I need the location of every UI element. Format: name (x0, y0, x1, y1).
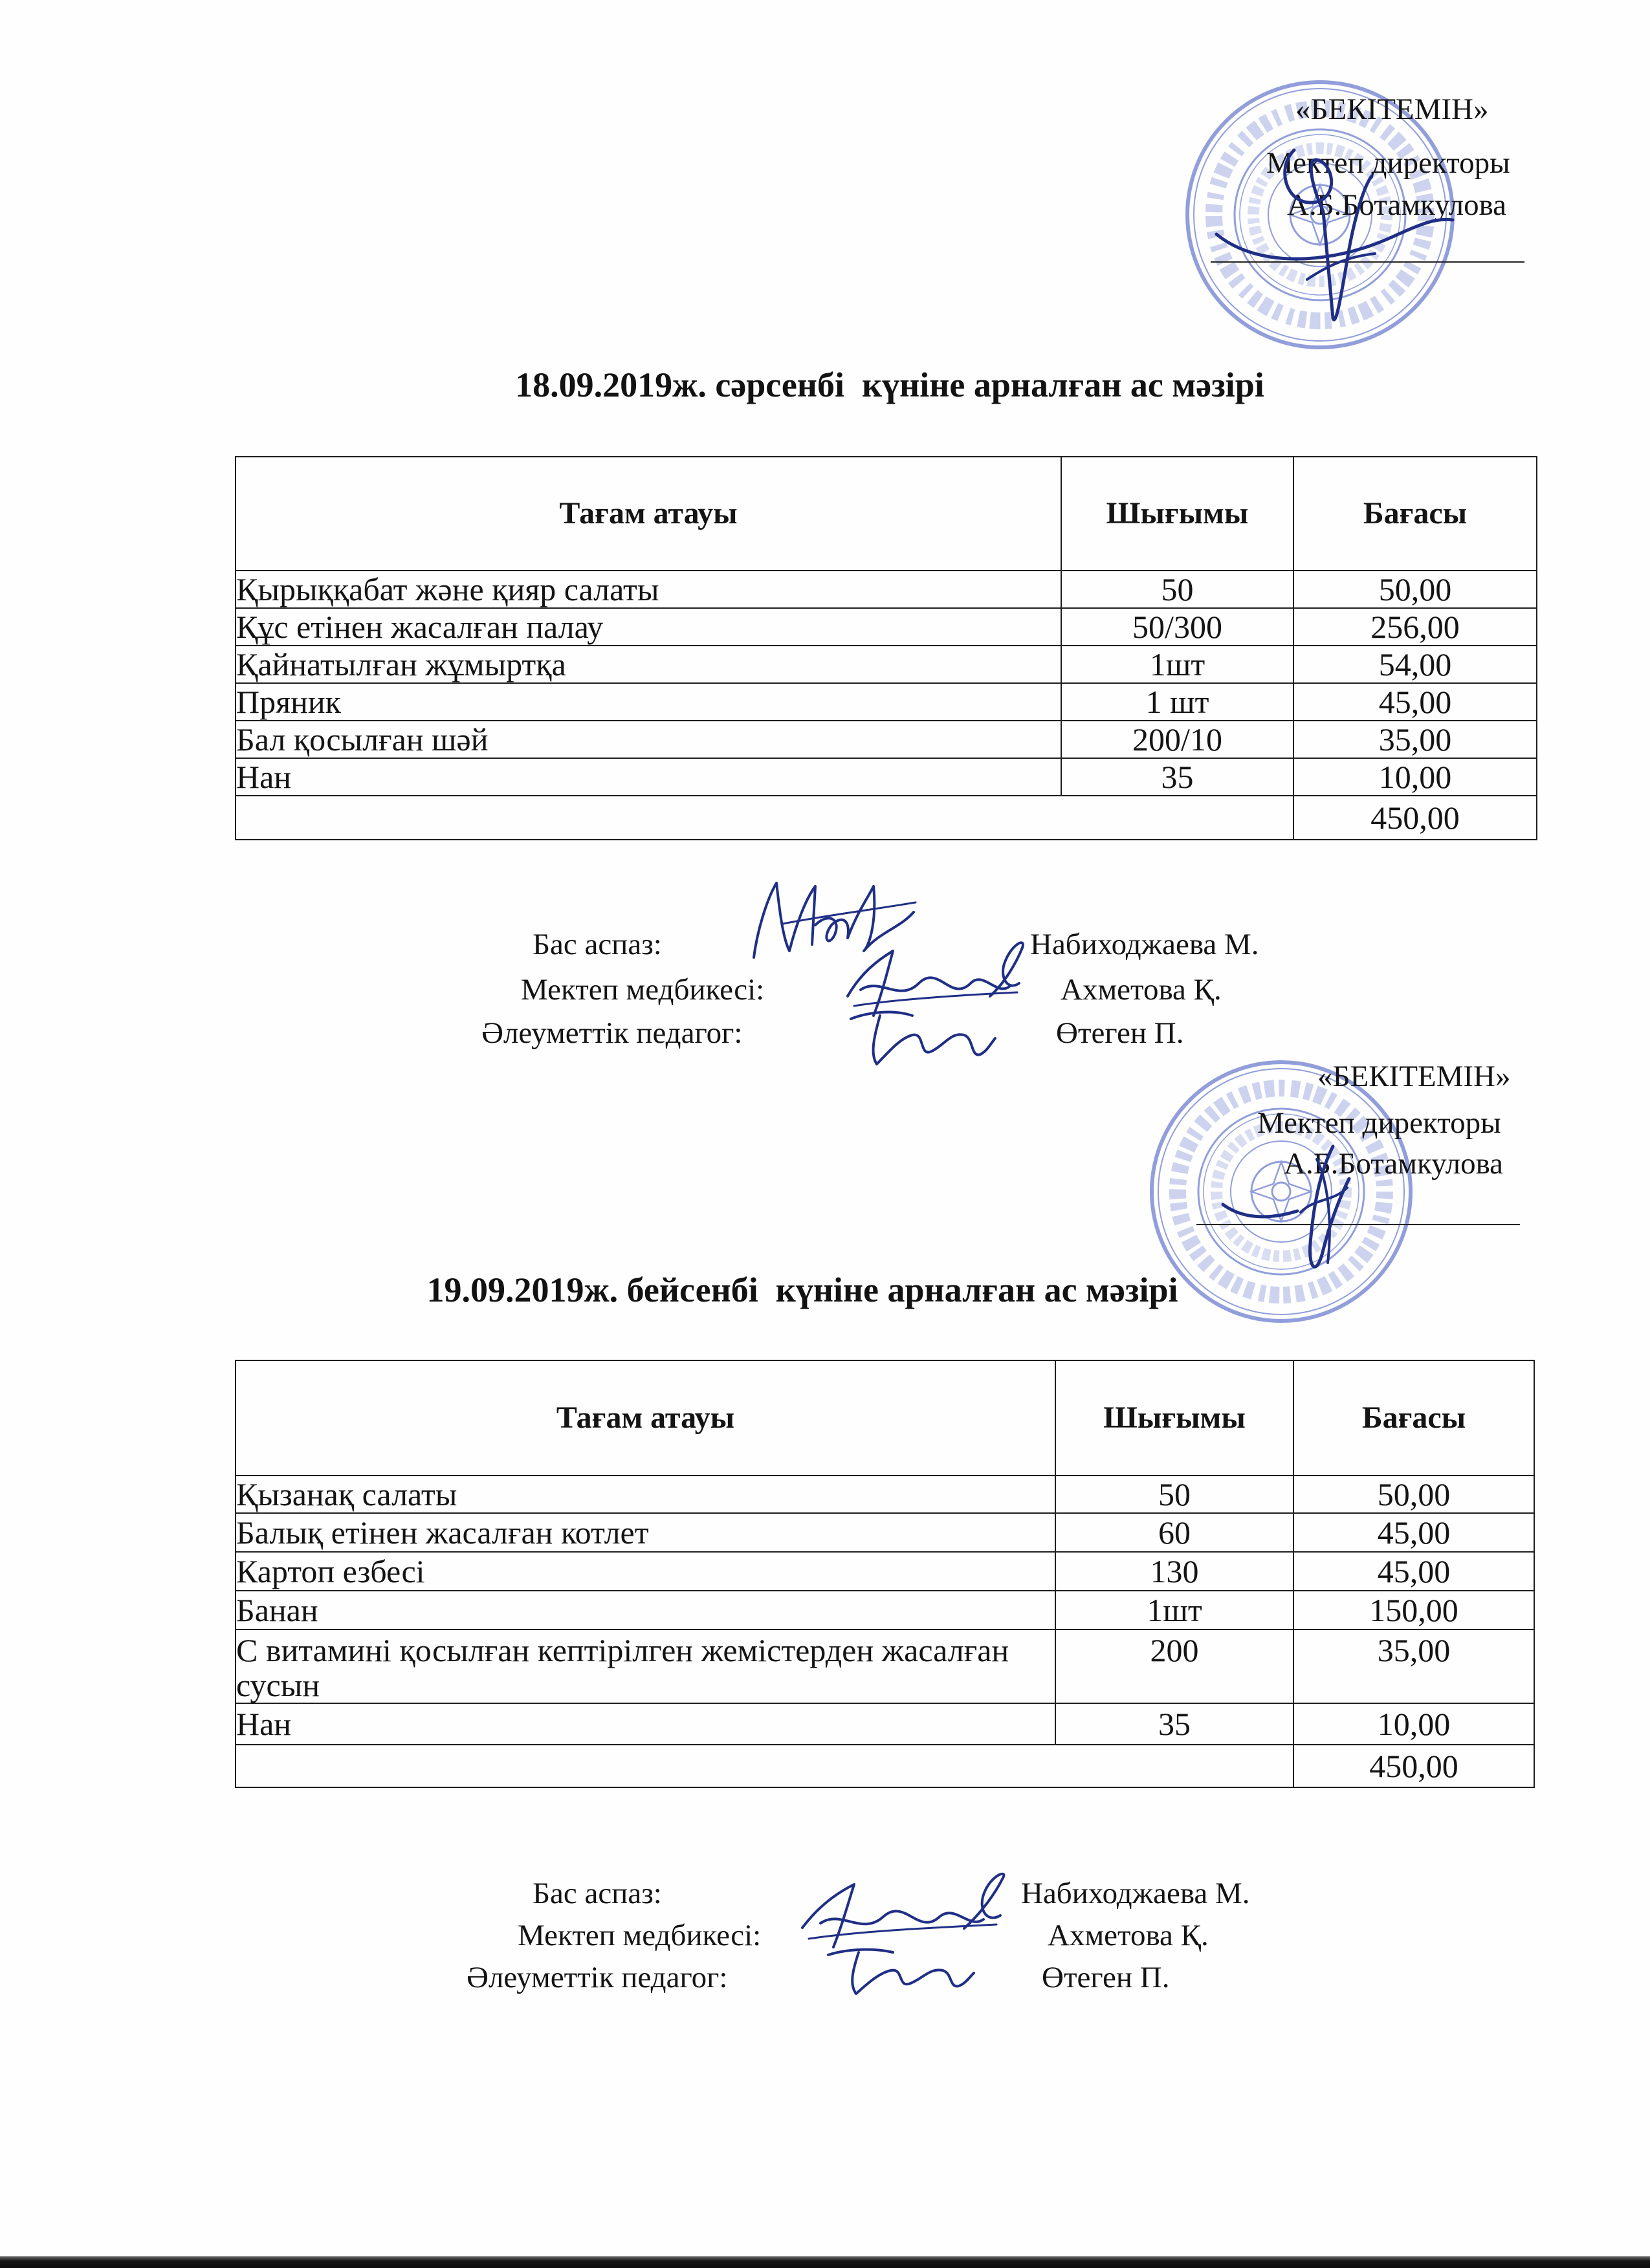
dish-name: Бал қосылған шәй (236, 721, 1061, 758)
social-pedagogue-role-label: Әлеуметтік педагог: (481, 1016, 743, 1050)
dish-price: 45,00 (1293, 1552, 1534, 1591)
total-price: 450,00 (1293, 796, 1537, 840)
table-row (236, 1703, 1534, 1745)
dish-name: Құс етінен жасалған палау (236, 608, 1061, 646)
table-row (236, 721, 1537, 758)
table-row (236, 1552, 1534, 1591)
chef-role-label: Бас аспаз: (533, 928, 662, 961)
dish-price: 54,00 (1293, 646, 1537, 683)
column-header-dish: Тағам атауы (236, 457, 1061, 571)
dish-name: С витамині қосылған кептірілген жемістерден жасалған сусын (236, 1630, 1055, 1703)
nurse-role-label: Мектеп медбикесі: (518, 1919, 762, 1952)
table-header-row (236, 1360, 1534, 1476)
total-row (236, 796, 1537, 840)
total-blank-cell (236, 796, 1293, 840)
dish-name: Қызанақ салаты (236, 1476, 1055, 1513)
chef-name: Набиходжаева М. (1030, 928, 1259, 961)
chef-name: Набиходжаева М. (1021, 1877, 1250, 1910)
dish-price: 45,00 (1293, 683, 1537, 721)
dish-yield: 200/10 (1061, 721, 1293, 758)
table-row (236, 1630, 1534, 1703)
total-price: 450,00 (1293, 1745, 1534, 1787)
table-row (236, 1591, 1534, 1630)
menu-title: 19.09.2019ж. бейсенбі күніне арналған ас мәзірі (426, 1270, 1178, 1309)
dish-price: 50,00 (1293, 571, 1537, 608)
dish-name: Пряник (236, 683, 1061, 721)
dish-price: 10,00 (1293, 1703, 1534, 1745)
table-row (236, 1476, 1534, 1513)
dish-yield: 60 (1055, 1513, 1293, 1552)
approval-heading: «БЕКІТЕМІН» (1295, 93, 1489, 126)
dish-price: 35,00 (1293, 1630, 1534, 1703)
dish-yield: 50 (1061, 571, 1293, 608)
total-row (236, 1745, 1534, 1787)
table-row (236, 571, 1537, 608)
dish-yield: 50/300 (1061, 608, 1293, 646)
dish-price: 10,00 (1293, 758, 1537, 796)
nurse-role-label: Мектеп медбикесі: (521, 973, 765, 1007)
social-pedagogue-signature (841, 999, 996, 1071)
nurse-name: Ахметова Қ. (1048, 1919, 1209, 1952)
nurse-name: Ахметова Қ. (1061, 973, 1222, 1007)
table-row (236, 1513, 1534, 1552)
dish-yield: 1 шт (1061, 683, 1293, 721)
approver-name: А.Б.Ботамкулова (1284, 1147, 1504, 1181)
table-row (236, 608, 1537, 646)
social-pedagogue-role-label: Әлеуметтік педагог: (467, 1961, 728, 1994)
dish-price: 35,00 (1293, 721, 1537, 758)
column-header-dish: Тағам атауы (236, 1360, 1055, 1476)
dish-yield: 35 (1055, 1703, 1293, 1745)
dish-price: 50,00 (1293, 1476, 1534, 1513)
menu-title: 18.09.2019ж. сәрсенбі күніне арналған ас мәзірі (515, 365, 1264, 404)
dish-price: 256,00 (1293, 608, 1537, 646)
dish-yield: 35 (1061, 758, 1293, 796)
table-row (236, 646, 1537, 683)
menu-table (235, 456, 1537, 840)
director-signature (1139, 1049, 1424, 1334)
dish-yield: 1шт (1055, 1591, 1293, 1630)
scan-edge (0, 2256, 1650, 2268)
column-header-yield: Шығымы (1061, 457, 1293, 571)
column-header-price: Бағасы (1293, 457, 1537, 571)
dish-name: Нан (236, 758, 1061, 796)
approver-name: А.Б.Ботамкулова (1287, 188, 1507, 222)
approver-position: Мектеп директоры (1257, 1106, 1501, 1140)
social-pedagogue-name: Өтеген П. (1042, 1961, 1170, 1994)
dish-name: Балық етінен жасалған котлет (236, 1513, 1055, 1552)
chef-role-label: Бас аспаз: (533, 1877, 662, 1910)
dish-price: 150,00 (1293, 1591, 1534, 1630)
social-pedagogue-name: Өтеген П. (1056, 1016, 1184, 1050)
table-row (236, 683, 1537, 721)
table-row (236, 758, 1537, 796)
total-blank-cell (236, 1745, 1293, 1787)
dish-yield: 200 (1055, 1630, 1293, 1703)
dish-price: 45,00 (1293, 1513, 1534, 1552)
director-signature (1178, 72, 1462, 357)
dish-name: Қырыққабат және қияр салаты (236, 571, 1061, 608)
menu-table (235, 1360, 1535, 1788)
table-header-row (236, 457, 1537, 571)
dish-yield: 1шт (1061, 646, 1293, 683)
approval-heading: «БЕКІТЕМІН» (1317, 1060, 1511, 1093)
dish-name: Қайнатылған жұмыртқа (236, 646, 1061, 683)
approver-position: Мектеп директоры (1266, 146, 1510, 180)
dish-yield: 50 (1055, 1476, 1293, 1513)
dish-name: Картоп езбесі (236, 1552, 1055, 1591)
dish-name: Банан (236, 1591, 1055, 1630)
column-header-yield: Шығымы (1055, 1360, 1293, 1476)
column-header-price: Бағасы (1293, 1360, 1534, 1476)
social-pedagogue-signature (819, 1941, 977, 1999)
dish-name: Нан (236, 1703, 1055, 1745)
dish-yield: 130 (1055, 1552, 1293, 1591)
